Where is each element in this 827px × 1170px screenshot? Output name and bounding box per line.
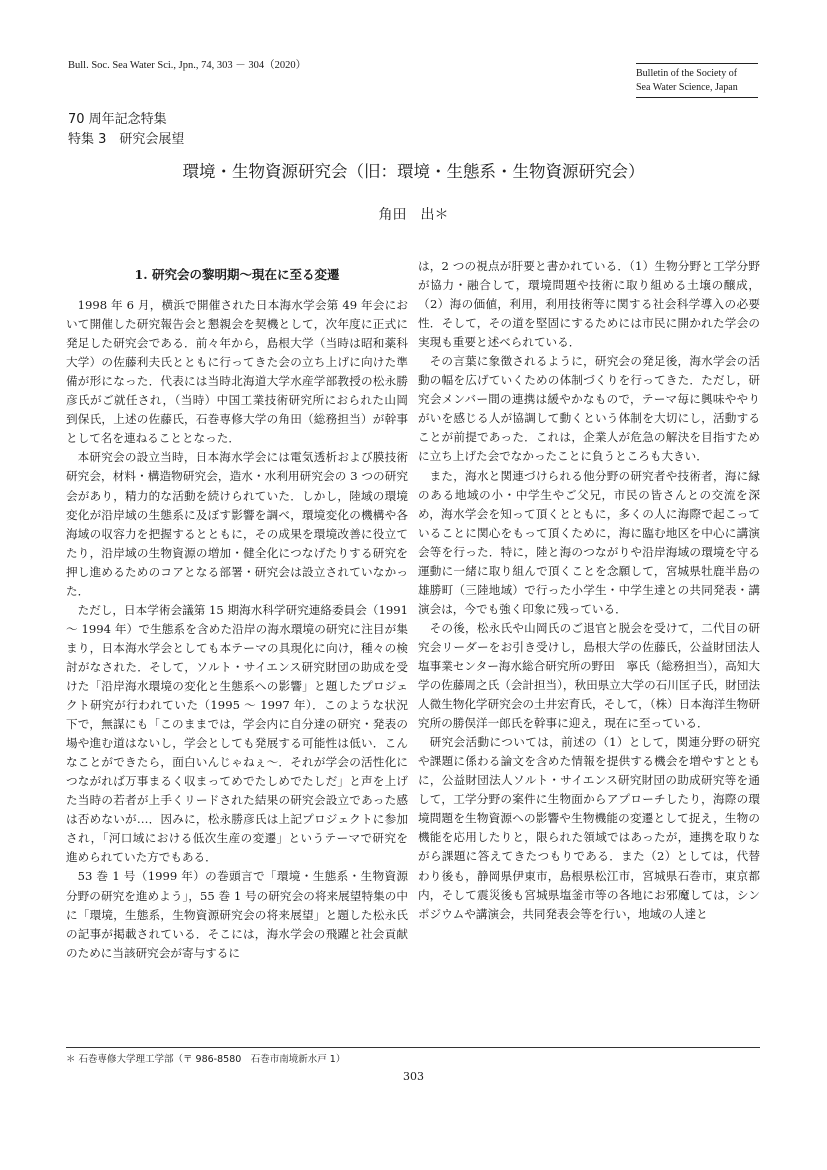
left-column: [66, 257, 408, 963]
journal-top-rule: [636, 63, 758, 64]
article-title: 環境・生物資源研究会（旧：環境・生態系・生物資源研究会）: [182, 162, 645, 181]
paragraph: その後，松永氏や山岡氏のご退官と脱会を受けて，二代目の研究会リーダーをお引き受けし，島根大学の佐藤氏，公益財団法人塩事業センター海水総合研究所の野田 寧氏（総務担当），高知大学の佐藤周之氏（会計担当），秋田県立大学の石川匡子氏，財団法人微生物化学研究会の土井宏育氏，そして，（株）日本海洋生物研究所の勝俣洋一郎氏を幹事に迎え，現在に至っている．: [418, 620, 761, 731]
page-number: 303: [403, 1070, 424, 1083]
paragraph: 本研究会の設立当時，日本海水学会には電気透析および膜技術研究会，材料・構造物研究会，造水・水利用研究会の 3 つの研究会があり，精力的な活動を続けられていた．しかし，陸域の環境変化が沿岸域の生態系に及ぼす影響を調べ，環境変化の機構や各海域の収容力を把握するとともに，その成果を環境改善に役立てたり，沿岸域の生物資源の増加・健全化につなげたりする研究を押し進めるためのコアとなる部署・研究会は設立されていなかった．: [66, 450, 408, 598]
paragraph: ただし，日本学術会議第 15 期海水科学研究連絡委員会（1991 ～ 1994 年）で生態系を含めた沿岸の海水環境の研究に注目が集まり，日本海水学会としても本テーマの具現化に向け，種々の検討がなされた．そして，ソルト・サイエンス研究財団の助成を受けた「沿岸海水環境の変化と生態系への影響」と題したプロジェクト研究が行われていた（1995 ～ 1997 年）．このような状況下で，無謀にも「このままでは，学会内に自分達の研究・発表の場や進む道はないし，学会としても発展する可能性は低い．こんなことができたら，面白いんじゃねぇ～．それが学会の活性化につながれば万事まるく収まってめでたしめでたしだ」と声を上げた当時の若者が上手くリードされた結果の研究会設立であった感は否めないが…．因みに，松永勝彦氏は上記プロジェクトに参加され，「河口域における低次生産の変遷」というテーマで研究を進められていた方でもある．: [66, 602, 408, 865]
section-heading: 1. 研究会の黎明期～現在に至る変遷: [134, 267, 340, 282]
paragraph: 53 巻 1 号（1999 年）の巻頭言で「環境・生態系・生物資源分野の研究を進めよう」，55 巻 1 号の研究会の将来展望特集の中に「環境，生態系，生物資源研究会の将来展望」と題した松永氏の記事が掲載されている．そこには，海水学会の飛躍と社会貢献のために当該研究会が寄与するに: [66, 869, 408, 960]
paragraph: は，2 つの視点が肝要と書かれている．（1）生物分野と工学分野が協力・融合して，環境問題や技術に取り組める土壌の醸成，（2）海の価値，利用，利用技術等に関する社会科学導入の必要性．そして，その道を堅固にするためには市民に開かれた学会の実現も重要と述べられている．: [418, 259, 760, 350]
citation-header: Bull. Soc. Sea Water Sci., Jpn., 74, 303 － 304（2020）: [68, 60, 307, 71]
special-issue-subtitle: 特集 3 研究会展望: [68, 132, 185, 147]
paragraph: また，海水と関連づけられる他分野の研究者や技術者，海に縁のある地域の小・中学生やご父兄，市民の皆さんとの交流を深め，海水学会を知って頂くとともに，多くの人に海際で起こっていることに関心をもって頂くために，海に臨む地区を中心に講演会等を行った．特に，陸と海のつながりや沿岸海域の環境を守る運動に一緒に取り組んで頂くことを念願して，宮城県牡鹿半島の雄勝町（三陸地域）で行った小学生・中学生達との共同発表・講演会は，今でも強く印象に残っている．: [418, 468, 760, 616]
paragraph: その言葉に象徴されるように，研究会の発足後，海水学会の活動の幅を広げていくための体制づくりを行ってきた．ただし，研究会メンバー間の連携は緩やかなもので，テーマ毎に興味ややりがいを感じる人が協調して動くという体制を大切にし，活動することが前提であった．これは，企業人が危急の解決を目指すために立ち上げた会でなかったことに負うところも大きい．: [418, 354, 760, 464]
paragraph: 研究会活動については，前述の（1）として，関連分野の研究や課題に係わる論文を含めた情報を提供する機会を増やすとともに，公益財団法人ソルト・サイエンス研究財団の助成研究等を通して，工学分野の案件に生物面からアプローチしたり，海際の環境問題を生物資源への影響や生物機能の変遷として捉え，生物の機能を応用したりと，限られた領域ではあったが，連携を取りながら課題に答えてきたつもりである．また（2）としては，代替わり後も，静岡県伊東市，島根県松江市，宮城県石巻市，東京都内，そして震災後も宮城県塩釜市等の各地にお邪魔しては，シンポジウムや講演会，共同発表会等を行い，地域の人達と: [418, 735, 760, 921]
journal-name-line1: Bulletin of the Society of: [636, 68, 738, 79]
footnote-rule: [66, 1047, 760, 1048]
journal-name-line2: Sea Water Science, Japan: [636, 82, 738, 93]
paragraph: 1998 年 6 月，横浜で開催された日本海水学会第 49 年会において開催した研究報告会と懇親会を契機として，次年度に正式に発足した研究会である．前々年から，島根大学（当時は昭和薬科大学）の佐藤利夫氏とともに行ってきた会の立ち上げに向けた準備が形になった．代表には当時北海道大学水産学部教授の松永勝彦氏がご就任され，（当時）中国工業技術研究所におられた山岡到保氏，上述の佐藤氏，石巻専修大学の角田（総務担当）が幹事として名を連ねることとなった．: [66, 298, 408, 446]
right-column: [418, 257, 760, 924]
special-issue-label: 70 周年記念特集: [68, 112, 167, 127]
article-author: 角田 出＊: [378, 207, 449, 223]
author-affiliation-footnote: ＊ 石巻専修大学理工学部（〒 986-8580 石巻市南境新水戸 1）: [66, 1054, 346, 1065]
journal-name-box: [636, 67, 758, 98]
